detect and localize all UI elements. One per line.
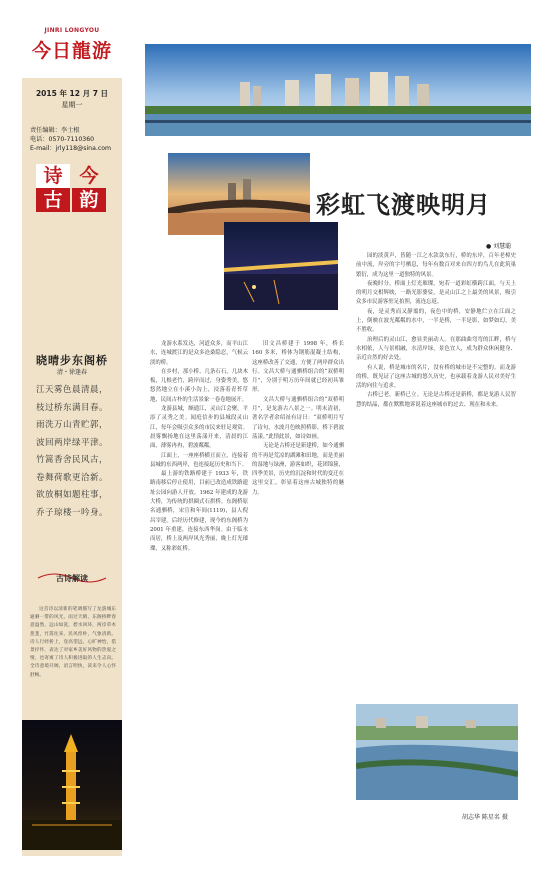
poem-line: 雨洗万山青贮郭， bbox=[35, 420, 108, 430]
poem-line: 枝过桥东满目春。 bbox=[35, 402, 108, 413]
article-column-1 bbox=[150, 340, 248, 554]
column-logo bbox=[28, 160, 118, 216]
article-byline: ● 刘慧聪 bbox=[486, 243, 512, 250]
poem-line: 江天雾色晨清晨， bbox=[35, 385, 108, 395]
poem-line: 卷舞荷歌更洽新。 bbox=[35, 472, 108, 483]
poem-title: 晓晴步东阁桥 bbox=[36, 354, 108, 367]
poem-lines bbox=[22, 382, 122, 522]
paragraph: 无论是古桥还是新建桥，如今通驷的不再是荒凉的湖滩和田地，而是美丽的湿地与绿洲，游客如织，花团锦簇，四季美景，历史的沉淀和时代的变迁在这里交汇，彰显着这座古城独特的魅力。 bbox=[252, 443, 344, 496]
paragraph: 旧文昌桥建于 1998 年，桥长 160 多米，桥体为钢筋混凝土结构，这座桥改善了交通，方便了两岸群众出行。文昌大桥与通驷桥组合的“双桥明月”，分别于明万历年间就已经初具雏形。 bbox=[252, 341, 344, 394]
paragraph: 龙游县城，颇通江，灵山江会聚，平添了灵秀之美。闻庭信步的县城段灵山江，每年会吸引众多的市民来驻足观赏。晨雾飘扬地在这里荡漾开来，清晨的江面，薄雾冉冉，碧波粼粼。 bbox=[150, 406, 248, 450]
commentary-title: 古诗解读 bbox=[56, 574, 88, 583]
paragraph: 龙游水系发达，河道众多，而平山江水，连城渡江的是众多沧桑隐忍，气候云淡的桥。 bbox=[150, 341, 248, 366]
paragraph: 在乡村，那小桥、几条石石，几块木板，几根老竹，跨岸而过，身姿秀美，悠悠然地立在小溪小沟上，浸落着青苔草地，民间古朴的生活景象一卷卷地展开。 bbox=[150, 368, 248, 403]
phone-line: 电话：0570-7110360 bbox=[30, 136, 95, 143]
column-char-yun: 韵 bbox=[72, 188, 106, 212]
river-park-photo bbox=[356, 704, 518, 800]
poem-line: 波回两岸绿平津。 bbox=[35, 437, 108, 448]
column-char-jin: 今 bbox=[79, 165, 99, 187]
poem-line: 竹篙香舍民风古， bbox=[35, 455, 108, 465]
article-column-3 bbox=[356, 252, 516, 410]
paragraph: 治理后的灵山江，愈显美丽动人。在那曲曲弯弯的江畔，桥与水相依，人与景相融，水清岸绿，景色宜人，成为群众休闲健身、亲近自然的好去处。 bbox=[356, 336, 516, 362]
photo-credit: 胡志华 陈星名 摄 bbox=[462, 814, 508, 821]
poem-line: 欲放桐如题柱事， bbox=[35, 490, 108, 500]
paragraph: 夜晚时分，桥面上灯光璀璨，宛若一道彩虹横跨江面，与天上的明月交相辉映，一路光影婆娑，是灵山江之上最美的风景，吸引众多市民游客驻足拍照，流连忘返。 bbox=[356, 280, 516, 306]
paragraph: 江面上，一座座桥横亘而立，连接着县城的东西两岸，也连接起历史和当下。 bbox=[150, 452, 248, 468]
city-skyline-photo bbox=[145, 44, 531, 136]
column-char-gu: 古 bbox=[36, 188, 70, 212]
editor-line: 责任编辑：李士根 bbox=[30, 127, 80, 134]
newspaper-name: 今日龍游 bbox=[31, 40, 112, 62]
editor-credits bbox=[30, 126, 118, 153]
email-line: E-mail：jrly118@sina.com bbox=[30, 145, 112, 152]
article-column-2 bbox=[252, 340, 344, 498]
bridge-night-photo bbox=[224, 222, 338, 310]
poem-line: 乔子琼楼一吟身。 bbox=[35, 507, 108, 518]
pagoda-night-photo bbox=[22, 720, 122, 850]
masthead bbox=[22, 22, 122, 78]
article-title: 彩虹飞渡映明月 bbox=[316, 190, 491, 219]
masthead-pinyin: JINRI LONGYOU bbox=[44, 27, 100, 34]
paragraph: 文昌大桥与通驷桥组合的“双桥明月”，是龙游古八景之一。明末清初，著名学者余绍祉有诗曰：“双桥明月写了诗句，水波月色映照桥影，桥下碧波荡漾。”此情此景，如诗如画。 bbox=[252, 396, 344, 440]
commentary-text: 这首诗以清新的笔调描写了龙游城东通驷一带的风光，雨过天晴，东阁桥畔春意盎然，远山如洗，碧水回环，两岸草木葱茏，竹篙往来，民风淳朴，气象清新。诗人行经桥上，登高望远，心旷神怡，借景抒怀，表达了对家乡美好风物的热爱之情，也寄寓了诗人积极进取的人生志向。全诗意境开阔，语言明快，读来令人心怀舒畅。 bbox=[30, 607, 116, 678]
paragraph: 园的淡黄声，皆随一江之水款款东行，桥的东岸，百年老樟史前中流，岸旁的字号栖息，每年有数百对来自四方的鸟儿在此筑巢繁衍，成为这里一道独特的风景。 bbox=[356, 253, 516, 278]
paragraph: 夜，是灵秀而又静谧的，夜色中的桥，安静地伫立在江面之上，倒映在波光粼粼的水中，一半是桥，一半是影，如梦如幻，美不胜收。 bbox=[356, 308, 516, 334]
article-author: 刘慧聪 bbox=[493, 243, 512, 250]
poem-author: 清・徐逢春 bbox=[56, 369, 87, 376]
issue-weekday: 星期一 bbox=[61, 101, 83, 109]
issue-date: 2015 年 12 月 7 日 bbox=[35, 89, 109, 98]
column-char-shi: 诗 bbox=[36, 164, 70, 188]
paragraph: 最上游的铁路桥建于 1933 年，铁路南移后停止使用，目前已改造成铁路遗址公园向游人开放。1962 年建成的龙游大桥，为传统的拱圈式石拱桥。东阁桥原名通驷桥，宋宣和年间(1119)，县人倪昌宰建。后经历代修建，现今的东阁桥为 2001 年重建，连接东西华岗。由于临水而居，桥上及两岸风光秀丽，晚上灯光璀璨，又称彩虹桥。 bbox=[150, 471, 248, 552]
paragraph: 有人说，桥是城市的名片，没有桥的城市是不完整的。而龙游的桥，既见证了这座古城的悠久历史，也承载着龙游人民对美好生活的向往与追求。 bbox=[356, 364, 516, 390]
paragraph: 古桥已老，新桥已立。无论是古桥还是新桥，都是龙游人民智慧的结晶，都在默默地诉说着这座城市的过去、现在和未来。 bbox=[356, 392, 516, 408]
